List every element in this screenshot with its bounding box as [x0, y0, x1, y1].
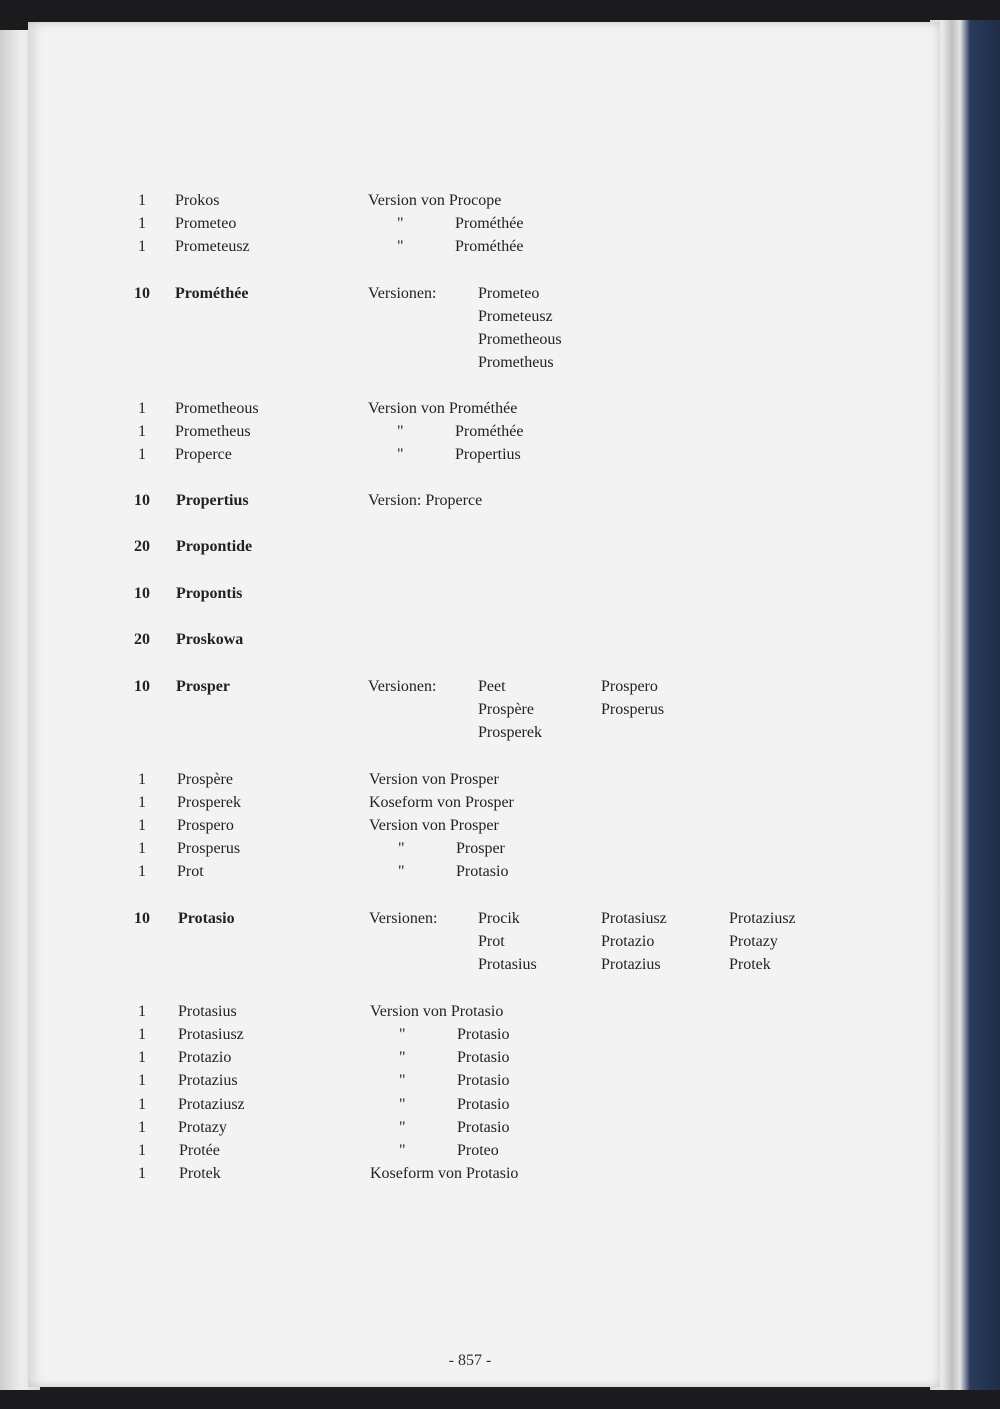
entry-name: Protazio: [178, 1049, 232, 1066]
entry-description: Prospère: [478, 701, 534, 718]
entry-description: Prometeo: [478, 285, 540, 302]
entry-frequency: 20: [134, 631, 150, 648]
entry-description: Versionen:: [368, 285, 437, 302]
entry-frequency: 1: [138, 1142, 146, 1159]
entry-name: Propertius: [176, 492, 249, 509]
entry-description: ": [399, 1049, 406, 1066]
entry-description: Protek: [729, 956, 771, 973]
entry-frequency: 1: [138, 238, 146, 255]
entry-description: Koseform von Protasio: [370, 1165, 519, 1182]
entry-description: ": [399, 1119, 406, 1136]
entry-frequency: 1: [138, 1026, 146, 1043]
entry-description: Protasio: [457, 1096, 510, 1113]
entry-description: Protasiusz: [601, 910, 667, 927]
entry-name: Protaziusz: [178, 1096, 245, 1113]
book-cover-edge: [930, 20, 1000, 1390]
entry-name: Prometeo: [175, 215, 237, 232]
entry-frequency: 1: [138, 423, 146, 440]
entry-frequency: 1: [138, 400, 146, 417]
entry-description: Prot: [478, 933, 505, 950]
entry-name: Protasio: [178, 910, 235, 927]
entry-name: Protée: [179, 1142, 220, 1159]
page-number: - 857 -: [448, 1352, 492, 1369]
entry-description: Version: Properce: [368, 492, 483, 509]
entry-name: Properce: [175, 446, 232, 463]
entry-description: Protasius: [478, 956, 537, 973]
entry-name: Propontis: [176, 585, 243, 602]
entry-description: Prosper: [456, 840, 505, 857]
entry-description: Peet: [478, 678, 506, 695]
entry-frequency: 10: [134, 678, 150, 695]
entry-description: ": [399, 1142, 406, 1159]
entry-description: Version von Prosper: [369, 817, 499, 834]
entry-name: Protasius: [178, 1003, 237, 1020]
entry-name: Prot: [177, 863, 204, 880]
entry-description: ": [397, 423, 404, 440]
entry-name: Protasiusz: [178, 1026, 244, 1043]
entry-description: Versionen:: [368, 678, 437, 695]
entry-description: Protazy: [729, 933, 778, 950]
entry-description: Prometheous: [478, 331, 562, 348]
entry-frequency: 1: [138, 817, 146, 834]
entry-description: Protasio: [457, 1119, 510, 1136]
entry-name: Prospero: [177, 817, 234, 834]
entry-frequency: 1: [138, 794, 146, 811]
entry-frequency: 20: [134, 538, 150, 555]
entry-description: ": [398, 863, 405, 880]
entry-description: Version von Protasio: [370, 1003, 504, 1020]
entry-description: Prométhée: [455, 215, 524, 232]
entry-description: Protasio: [456, 863, 509, 880]
entry-name: Prometheous: [175, 400, 259, 417]
entry-frequency: 1: [138, 192, 146, 209]
entry-frequency: 1: [138, 215, 146, 232]
entry-frequency: 1: [138, 1096, 146, 1113]
entry-frequency: 1: [138, 1165, 146, 1182]
entry-description: Koseform von Prosper: [369, 794, 514, 811]
entry-description: ": [399, 1026, 406, 1043]
entry-frequency: 1: [138, 1119, 146, 1136]
entry-name: Protazius: [178, 1072, 238, 1089]
entry-description: Protasio: [457, 1049, 510, 1066]
entry-name: Prometeusz: [175, 238, 250, 255]
entry-description: Version von Prosper: [369, 771, 499, 788]
entry-description: Prosperek: [478, 724, 542, 741]
entry-frequency: 1: [138, 1003, 146, 1020]
entry-name: Protazy: [178, 1119, 227, 1136]
entry-name: Prosperek: [177, 794, 241, 811]
entry-description: Procik: [478, 910, 520, 927]
entry-frequency: 10: [134, 910, 150, 927]
entry-description: ": [397, 215, 404, 232]
entry-description: Protaziusz: [729, 910, 796, 927]
entry-frequency: 1: [138, 446, 146, 463]
entry-description: Prométhée: [455, 423, 524, 440]
entry-description: ": [399, 1072, 406, 1089]
entry-description: Versionen:: [369, 910, 438, 927]
entry-name: Prokos: [175, 192, 220, 209]
entry-frequency: 1: [138, 1049, 146, 1066]
entry-frequency: 1: [138, 1072, 146, 1089]
entry-description: Protasio: [457, 1072, 510, 1089]
entry-name: Prometheus: [175, 423, 251, 440]
entry-name: Prométhée: [175, 285, 249, 302]
entry-description: Prometeusz: [478, 308, 553, 325]
entry-description: Version von Procope: [368, 192, 502, 209]
entry-name: Prospère: [177, 771, 233, 788]
entry-description: ": [397, 238, 404, 255]
entry-frequency: 1: [138, 863, 146, 880]
entry-description: ": [397, 446, 404, 463]
entry-description: ": [398, 840, 405, 857]
entry-name: Protek: [179, 1165, 221, 1182]
entry-frequency: 1: [138, 840, 146, 857]
entry-frequency: 10: [134, 285, 150, 302]
entry-description: Protasio: [457, 1026, 510, 1043]
entry-name: Prosperus: [177, 840, 241, 857]
entry-name: Propontide: [176, 538, 253, 555]
entry-description: ": [399, 1096, 406, 1113]
entry-frequency: 10: [134, 585, 150, 602]
entry-description: Protazius: [601, 956, 661, 973]
entry-description: Version von Prométhée: [368, 400, 518, 417]
entry-description: Prométhée: [455, 238, 524, 255]
entry-description: Prometheus: [478, 354, 554, 371]
entry-description: Prospero: [601, 678, 658, 695]
entry-description: Propertius: [455, 446, 521, 463]
entry-name: Prosper: [176, 678, 230, 695]
entry-description: Prosperus: [601, 701, 665, 718]
entry-frequency: 10: [134, 492, 150, 509]
entry-name: Proskowa: [176, 631, 244, 648]
entry-description: Protazio: [601, 933, 655, 950]
entry-frequency: 1: [138, 771, 146, 788]
entry-description: Proteo: [457, 1142, 499, 1159]
